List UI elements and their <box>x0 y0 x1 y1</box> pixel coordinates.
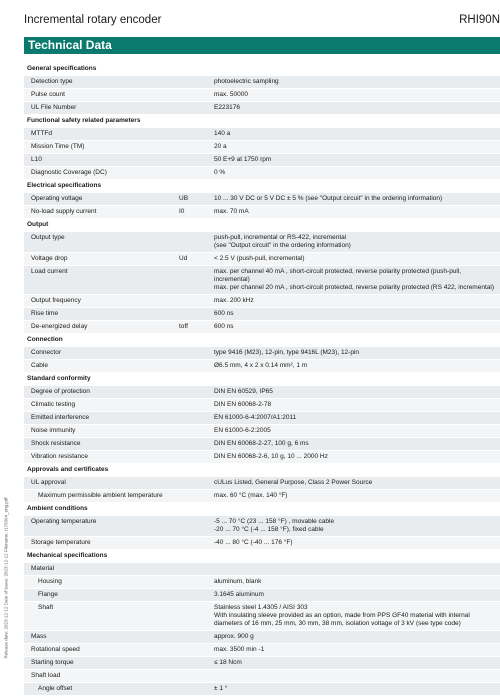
spec-value: push-pull, incremental or RS-422, incremental (see "Output circuit" in the ordering information) <box>214 234 351 249</box>
spec-symbol: I0 <box>179 208 185 215</box>
spec-value: 10 ... 30 V DC or 5 V DC ± 5 % (see "Output circuit" in the ordering information) <box>214 195 443 202</box>
spec-row <box>24 154 500 167</box>
spec-value: EN 61000-6-4:2007/A1:2011 <box>214 414 297 421</box>
spec-symbol <box>179 492 214 500</box>
spec-row <box>24 360 500 373</box>
spec-label: UL File Number <box>31 104 77 111</box>
spec-value: E223176 <box>214 104 241 111</box>
spec-row <box>24 438 500 451</box>
spec-label: Material <box>31 565 55 572</box>
spec-symbol <box>179 659 214 667</box>
spec-row <box>24 516 500 537</box>
spec-row <box>24 412 500 425</box>
spec-row <box>24 670 500 683</box>
spec-row <box>24 657 500 670</box>
spec-label: Maximum permissible ambient temperature <box>38 492 163 499</box>
technical-data-table <box>24 63 500 696</box>
spec-value: Ø6.5 mm, 4 x 2 x 0.14 mm², 1 m <box>214 362 308 369</box>
section-heading-label: Output <box>27 221 49 228</box>
section-heading <box>24 334 500 347</box>
spec-symbol <box>179 479 214 487</box>
spec-label: Diagnostic Coverage (DC) <box>31 169 107 176</box>
spec-value: 50 E+9 at 1750 rpm <box>214 156 272 163</box>
spec-value: DIN EN 60068-2-6, 10 g, 10 ... 2000 Hz <box>214 453 328 460</box>
spec-row <box>24 193 500 206</box>
spec-symbol <box>179 414 214 422</box>
section-heading <box>24 464 500 477</box>
spec-row <box>24 141 500 154</box>
spec-symbol <box>179 401 214 409</box>
spec-value: ± 1 ° <box>214 685 228 692</box>
section-heading <box>24 115 500 128</box>
spec-value: 20 a <box>214 143 227 150</box>
spec-row <box>24 89 500 102</box>
spec-row <box>24 576 500 589</box>
spec-value: cULus Listed, General Purpose, Class 2 Power Source <box>214 479 373 486</box>
spec-symbol <box>179 604 214 628</box>
spec-label: Storage temperature <box>31 539 91 546</box>
spec-symbol <box>179 169 214 177</box>
spec-symbol <box>179 91 214 99</box>
page-header <box>24 14 500 32</box>
section-heading <box>24 63 500 76</box>
spec-label: Starting torque <box>31 659 74 666</box>
section-heading-label: Approvals and certificates <box>27 466 109 473</box>
spec-symbol <box>179 646 214 654</box>
spec-row <box>24 206 500 219</box>
spec-row <box>24 683 500 696</box>
spec-row <box>24 253 500 266</box>
section-heading-label: Ambient conditions <box>27 505 88 512</box>
spec-row <box>24 308 500 321</box>
spec-row <box>24 563 500 576</box>
spec-label: Output type <box>31 234 65 241</box>
spec-label: MTTFd <box>31 130 52 137</box>
spec-value: max. 50000 <box>214 91 248 98</box>
spec-value <box>214 672 500 680</box>
spec-value: 3.1645 aluminum <box>214 591 264 598</box>
spec-row <box>24 321 500 334</box>
spec-symbol <box>179 518 214 534</box>
spec-row <box>24 386 500 399</box>
spec-label: Detection type <box>31 78 73 85</box>
spec-row <box>24 490 500 503</box>
spec-value: DIN EN 60529, IP65 <box>214 388 273 395</box>
spec-value: type 9416 (M23), 12-pin, type 9416L (M23), 12-pin <box>214 349 360 356</box>
spec-value <box>214 565 500 573</box>
spec-symbol <box>179 672 214 680</box>
spec-label: Connector <box>31 349 61 356</box>
spec-row <box>24 451 500 464</box>
spec-label: Output frequency <box>31 297 81 304</box>
spec-row <box>24 295 500 308</box>
spec-label: Rotational speed <box>31 646 80 653</box>
spec-symbol <box>179 297 214 305</box>
section-heading <box>24 180 500 193</box>
section-heading-label: Functional safety related parameters <box>27 117 141 124</box>
section-heading-label: General specifications <box>27 65 97 72</box>
section-heading <box>24 550 500 563</box>
spec-row <box>24 537 500 550</box>
spec-label: Shock resistance <box>31 440 81 447</box>
spec-label: Emitted interference <box>31 414 90 421</box>
spec-value: aluminum, blank <box>214 578 262 585</box>
section-heading-label: Electrical specifications <box>27 182 102 189</box>
spec-symbol <box>179 565 214 573</box>
document-title: Incremental rotary encoder <box>24 14 162 26</box>
section-heading <box>24 373 500 386</box>
spec-row <box>24 347 500 360</box>
spec-value: < 2.5 V (push-pull, incremental) <box>214 255 305 262</box>
spec-symbol <box>179 578 214 586</box>
spec-label: Shaft <box>38 604 54 611</box>
spec-label: Vibration resistance <box>31 453 88 460</box>
spec-value: EN 61000-6-2:2005 <box>214 427 271 434</box>
spec-symbol <box>179 143 214 151</box>
spec-value: max. 200 kHz <box>214 297 254 304</box>
section-heading <box>24 219 500 232</box>
spec-row <box>24 128 500 141</box>
spec-label: Rise time <box>31 310 59 317</box>
spec-label: Voltage drop <box>31 255 68 262</box>
spec-symbol <box>179 78 214 86</box>
spec-symbol <box>179 156 214 164</box>
spec-label: Noise immunity <box>31 427 76 434</box>
spec-row <box>24 102 500 115</box>
spec-label: Load current <box>31 268 68 275</box>
release-info-text: Release date: 2023-12-12 Date of issue: 2023-12-12 Filename: t179364_eng.pdf <box>3 497 9 659</box>
spec-value: DIN EN 60068-2-27, 100 g, 6 ms <box>214 440 309 447</box>
spec-label: De-energized delay <box>31 323 88 330</box>
spec-symbol <box>179 310 214 318</box>
spec-symbol <box>179 440 214 448</box>
spec-value: -40 ... 80 °C (-40 ... 176 °F) <box>214 539 293 546</box>
section-heading-label: Standard conformity <box>27 375 91 382</box>
spec-symbol <box>179 591 214 599</box>
spec-value: ≤ 18 Ncm <box>214 659 242 666</box>
spec-symbol: toff <box>179 323 188 330</box>
spec-symbol <box>179 234 214 250</box>
spec-value: DIN EN 60068-2-78 <box>214 401 272 408</box>
spec-value: 600 ns <box>214 310 234 317</box>
spec-label: Angle offset <box>38 685 73 692</box>
spec-value: -5 ... 70 °C (23 ... 158 °F) , movable cable -20 ... 70 °C (-4 ... 158 °F), fixed cable <box>214 518 335 533</box>
spec-value: max. 60 °C (max. 140 °F) <box>214 492 288 499</box>
spec-value: Stainless steel 1.4305 / AISI 303 With insulating sleeve provided as an option, made from PPS GF40 material with internal diameters of 16 mm, 25 mm, 30 mm, 38 mm, isolation voltage of 3 kV (see type code) <box>214 604 470 627</box>
spec-label: Degree of protection <box>31 388 90 395</box>
spec-label: Housing <box>38 578 62 585</box>
spec-value: photoelectric sampling <box>214 78 279 85</box>
sidebar-release-info <box>2 497 12 675</box>
section-heading-label: Mechanical specifications <box>27 552 108 559</box>
spec-label: UL approval <box>31 479 66 486</box>
spec-symbol <box>179 130 214 138</box>
spec-label: L10 <box>31 156 42 163</box>
spec-row <box>24 76 500 89</box>
spec-label: Mass <box>31 633 47 640</box>
spec-value: approx. 900 g <box>214 633 254 640</box>
spec-label: Flange <box>38 591 58 598</box>
spec-value: 140 a <box>214 130 231 137</box>
spec-symbol: Ud <box>179 255 188 262</box>
spec-value: max. per channel 40 mA , short-circuit protected, reverse polarity protected (push-pull, incremental) max. per channel 20 mA , short-circuit protected, reverse polarity protected (RS 422, incremental) <box>214 268 494 291</box>
spec-value: max. 70 mA <box>214 208 249 215</box>
spec-symbol <box>179 539 214 547</box>
spec-symbol <box>179 427 214 435</box>
spec-row <box>24 425 500 438</box>
spec-row <box>24 589 500 602</box>
spec-row <box>24 266 500 295</box>
section-banner: Technical Data <box>24 37 500 54</box>
spec-value: max. 3500 min -1 <box>214 646 265 653</box>
spec-label: Operating temperature <box>31 518 97 525</box>
spec-label: Pulse count <box>31 91 65 98</box>
spec-label: No-load supply current <box>31 208 97 215</box>
spec-symbol <box>179 268 214 292</box>
spec-symbol <box>179 685 214 693</box>
section-heading <box>24 503 500 516</box>
spec-value: 600 ns <box>214 323 234 330</box>
spec-label: Cable <box>31 362 48 369</box>
spec-row <box>24 477 500 490</box>
spec-row <box>24 167 500 180</box>
spec-label: Climatic testing <box>31 401 76 408</box>
spec-label: Shaft load <box>31 672 61 679</box>
section-heading-label: Connection <box>27 336 63 343</box>
product-model: RHI90N <box>459 14 500 26</box>
spec-symbol <box>179 453 214 461</box>
spec-row <box>24 631 500 644</box>
spec-symbol: UB <box>179 195 189 202</box>
spec-symbol <box>179 362 214 370</box>
spec-label: Mission Time (TM) <box>31 143 85 150</box>
spec-symbol <box>179 104 214 112</box>
spec-value: 0 % <box>214 169 226 176</box>
spec-row <box>24 399 500 412</box>
spec-symbol <box>179 388 214 396</box>
spec-row <box>24 602 500 631</box>
spec-row <box>24 644 500 657</box>
spec-label: Operating voltage <box>31 195 83 202</box>
spec-symbol <box>179 349 214 357</box>
spec-symbol <box>179 633 214 641</box>
spec-row <box>24 232 500 253</box>
